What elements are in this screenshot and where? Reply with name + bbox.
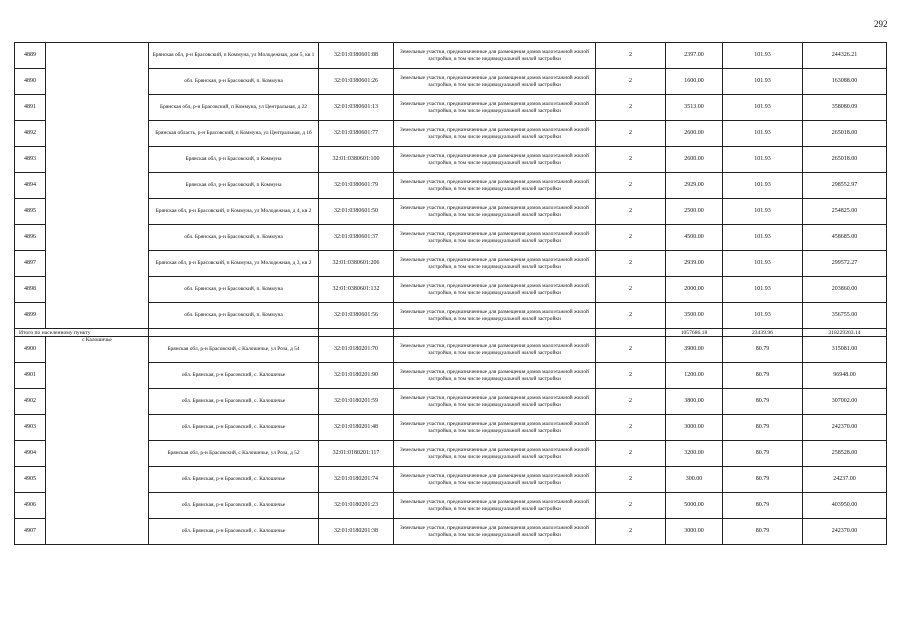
area-cell: 2000.00 bbox=[666, 277, 723, 303]
cadastral-number-cell: 32:01:0180201:38 bbox=[319, 519, 394, 545]
address-cell: обл. Брянская, р-н Брасовский, п. Коммуна bbox=[149, 303, 319, 329]
area-cell: 3200.00 bbox=[666, 441, 723, 467]
rate-cell: 101.93 bbox=[723, 95, 803, 121]
group-cell: 2 bbox=[596, 199, 666, 225]
subtotal-row bbox=[15, 329, 887, 337]
rate-cell: 80.79 bbox=[723, 519, 803, 545]
area-cell: 2929.00 bbox=[666, 173, 723, 199]
row-number: 4896 bbox=[15, 225, 46, 251]
row-number: 4897 bbox=[15, 251, 46, 277]
group-cell: 2 bbox=[596, 43, 666, 69]
cadastral-number-cell: 32:01:0180201:90 bbox=[319, 363, 394, 389]
area-cell: 4500.00 bbox=[666, 225, 723, 251]
value-cell: 265018.00 bbox=[803, 147, 887, 173]
address-cell: Брянская обл, р-н Брасовский, с Калошичье, ул Роза, д 54 bbox=[149, 337, 319, 363]
row-number: 4906 bbox=[15, 493, 46, 519]
value-cell: 242370.00 bbox=[803, 519, 887, 545]
land-use-cell: Земельные участки, предназначенные для размещения домов малоэтажной жилой застройки, в том числе индивидуальной жилой застройки bbox=[394, 467, 596, 493]
area-cell: 3800.00 bbox=[666, 389, 723, 415]
land-use-cell: Земельные участки, предназначенные для размещения домов малоэтажной жилой застройки, в том числе индивидуальной жилой застройки bbox=[394, 493, 596, 519]
value-cell: 458685.00 bbox=[803, 225, 887, 251]
cadastral-number-cell: 32:01:0380601:77 bbox=[319, 121, 394, 147]
cadastral-number-cell: 32:01:0180201:74 bbox=[319, 467, 394, 493]
address-cell: Брянская область, р-н Брасовский, п Коммуна, ул Центральная, д 1б bbox=[149, 121, 319, 147]
area-cell: 300.00 bbox=[666, 467, 723, 493]
address-cell: обл. Брянская, р-н Брасовский, с. Калошичье bbox=[149, 363, 319, 389]
group-cell: 2 bbox=[596, 225, 666, 251]
area-cell: 1200.00 bbox=[666, 363, 723, 389]
land-use-cell: Земельные участки, предназначенные для размещения домов малоэтажной жилой застройки, в том числе индивидуальной жилой застройки bbox=[394, 69, 596, 95]
value-cell: 258528.00 bbox=[803, 441, 887, 467]
rate-cell: 101.93 bbox=[723, 173, 803, 199]
cadastral-number-cell: 32:01:0380601:26 bbox=[319, 69, 394, 95]
row-number: 4891 bbox=[15, 95, 46, 121]
value-cell: 163088.00 bbox=[803, 69, 887, 95]
land-use-cell: Земельные участки, предназначенные для размещения домов малоэтажной жилой застройки, в том числе индивидуальной жилой застройки bbox=[394, 199, 596, 225]
cadastral-number-cell: 32:01:0180201:70 bbox=[319, 337, 394, 363]
address-cell: обл. Брянская, р-н Брасовский, с. Калошичье bbox=[149, 519, 319, 545]
rate-cell: 80.79 bbox=[723, 493, 803, 519]
settlement-cell: с Калошичье bbox=[46, 337, 149, 545]
rate-cell: 80.79 bbox=[723, 467, 803, 493]
rate-cell: 101.93 bbox=[723, 225, 803, 251]
area-cell: 2600.00 bbox=[666, 121, 723, 147]
value-cell: 242370.00 bbox=[803, 415, 887, 441]
cadastral-number-cell: 32:01:0380601:37 bbox=[319, 225, 394, 251]
row-number: 4893 bbox=[15, 147, 46, 173]
address-cell: обл. Брянская, р-н Брасовский, п. Коммуна bbox=[149, 277, 319, 303]
area-cell: 3000.00 bbox=[666, 519, 723, 545]
subtotal-rate: 23439.96 bbox=[723, 329, 803, 337]
rate-cell: 101.93 bbox=[723, 303, 803, 329]
rate-cell: 101.93 bbox=[723, 199, 803, 225]
address-cell: Брянская обл, р-н Брасовский, п Коммуна, ул Молодежная, дом 5, кв 1 bbox=[149, 43, 319, 69]
rate-cell: 80.79 bbox=[723, 337, 803, 363]
area-cell: 2397.00 bbox=[666, 43, 723, 69]
group-cell: 2 bbox=[596, 337, 666, 363]
table-row bbox=[15, 43, 887, 69]
land-use-cell: Земельные участки, предназначенные для размещения домов малоэтажной жилой застройки, в том числе индивидуальной жилой застройки bbox=[394, 277, 596, 303]
group-cell: 2 bbox=[596, 303, 666, 329]
area-cell: 2939.00 bbox=[666, 251, 723, 277]
subtotal-value: 318229203.14 bbox=[803, 329, 887, 337]
address-cell: Брянская обл, р-н Брасовский, п Коммуна, ул Центральная, д 22 bbox=[149, 95, 319, 121]
value-cell: 254825.00 bbox=[803, 199, 887, 225]
address-cell: обл. Брянская, р-н Брасовский, с. Калошичье bbox=[149, 415, 319, 441]
address-cell: Брянская обл, р-н Брасовский, с Калошичье, ул Роза, д 52 bbox=[149, 441, 319, 467]
cadastral-number-cell: 32:01:0380601:88 bbox=[319, 43, 394, 69]
group-cell: 2 bbox=[596, 277, 666, 303]
value-cell: 307002.00 bbox=[803, 389, 887, 415]
rate-cell: 101.93 bbox=[723, 147, 803, 173]
area-cell: 3900.00 bbox=[666, 337, 723, 363]
group-cell: 2 bbox=[596, 415, 666, 441]
value-cell: 24237.00 bbox=[803, 467, 887, 493]
subtotal-area: 1057686.18 bbox=[666, 329, 723, 337]
value-cell: 244326.21 bbox=[803, 43, 887, 69]
land-use-cell: Земельные участки, предназначенные для размещения домов малоэтажной жилой застройки, в том числе индивидуальной жилой застройки bbox=[394, 173, 596, 199]
land-use-cell: Земельные участки, предназначенные для размещения домов малоэтажной жилой застройки, в том числе индивидуальной жилой застройки bbox=[394, 95, 596, 121]
group-cell: 2 bbox=[596, 251, 666, 277]
address-cell: Брянская обл, р-н Брасовский, п Коммуна, ул Молодежная, д 4, кв 2 bbox=[149, 199, 319, 225]
address-cell: обл. Брянская, р-н Брасовский, с. Калошичье bbox=[149, 467, 319, 493]
area-cell: 5000.00 bbox=[666, 493, 723, 519]
address-cell: Брянская обл, р-н Брасовский, п Коммуна bbox=[149, 147, 319, 173]
row-number: 4903 bbox=[15, 415, 46, 441]
group-cell: 2 bbox=[596, 441, 666, 467]
land-use-cell: Земельные участки, предназначенные для размещения домов малоэтажной жилой застройки, в том числе индивидуальной жилой застройки bbox=[394, 389, 596, 415]
row-number: 4892 bbox=[15, 121, 46, 147]
group-cell: 2 bbox=[596, 519, 666, 545]
group-cell: 2 bbox=[596, 389, 666, 415]
land-use-cell: Земельные участки, предназначенные для размещения домов малоэтажной жилой застройки, в том числе индивидуальной жилой застройки bbox=[394, 147, 596, 173]
value-cell: 358080.09 bbox=[803, 95, 887, 121]
land-use-cell: Земельные участки, предназначенные для размещения домов малоэтажной жилой застройки, в том числе индивидуальной жилой застройки bbox=[394, 251, 596, 277]
table-section-b bbox=[15, 337, 887, 545]
row-number: 4907 bbox=[15, 519, 46, 545]
group-cell: 2 bbox=[596, 493, 666, 519]
value-cell: 403950.00 bbox=[803, 493, 887, 519]
row-number: 4895 bbox=[15, 199, 46, 225]
land-use-cell: Земельные участки, предназначенные для размещения домов малоэтажной жилой застройки, в том числе индивидуальной жилой застройки bbox=[394, 303, 596, 329]
land-use-cell: Земельные участки, предназначенные для размещения домов малоэтажной жилой застройки, в том числе индивидуальной жилой застройки bbox=[394, 43, 596, 69]
subtotal-label: Итого по населенному пункту bbox=[15, 329, 149, 337]
area-cell: 1600.00 bbox=[666, 69, 723, 95]
group-cell: 2 bbox=[596, 363, 666, 389]
rate-cell: 80.79 bbox=[723, 415, 803, 441]
cadastral-number-cell: 32:01:0180201:59 bbox=[319, 389, 394, 415]
row-number: 4900 bbox=[15, 337, 46, 363]
group-cell: 2 bbox=[596, 147, 666, 173]
rate-cell: 80.79 bbox=[723, 389, 803, 415]
rate-cell: 80.79 bbox=[723, 441, 803, 467]
row-number: 4899 bbox=[15, 303, 46, 329]
area-cell: 3513.00 bbox=[666, 95, 723, 121]
area-cell: 3500.00 bbox=[666, 303, 723, 329]
cadastral-number-cell: 32:01:0180201:48 bbox=[319, 415, 394, 441]
row-number: 4902 bbox=[15, 389, 46, 415]
area-cell: 3000.00 bbox=[666, 415, 723, 441]
group-cell: 2 bbox=[596, 121, 666, 147]
land-use-cell: Земельные участки, предназначенные для размещения домов малоэтажной жилой застройки, в том числе индивидуальной жилой застройки bbox=[394, 337, 596, 363]
area-cell: 2600.00 bbox=[666, 147, 723, 173]
value-cell: 203860.00 bbox=[803, 277, 887, 303]
cadastral-number-cell: 32:01:0380601:13 bbox=[319, 95, 394, 121]
land-use-cell: Земельные участки, предназначенные для размещения домов малоэтажной жилой застройки, в том числе индивидуальной жилой застройки bbox=[394, 519, 596, 545]
cadastral-number-cell: 32:01:0380601:132 bbox=[319, 277, 394, 303]
value-cell: 315081.00 bbox=[803, 337, 887, 363]
cadastral-value-table bbox=[14, 42, 887, 545]
group-cell: 2 bbox=[596, 467, 666, 493]
address-cell: обл. Брянская, р-н Брасовский, п. Коммуна bbox=[149, 69, 319, 95]
row-number: 4898 bbox=[15, 277, 46, 303]
cadastral-number-cell: 32:01:0380601:79 bbox=[319, 173, 394, 199]
land-use-cell: Земельные участки, предназначенные для размещения домов малоэтажной жилой застройки, в том числе индивидуальной жилой застройки bbox=[394, 121, 596, 147]
row-number: 4889 bbox=[15, 43, 46, 69]
group-cell: 2 bbox=[596, 69, 666, 95]
address-cell: обл. Брянская, р-н Брасовский, с. Калошичье bbox=[149, 389, 319, 415]
cadastral-number-cell: 32:01:0180201:117 bbox=[319, 441, 394, 467]
land-use-cell: Земельные участки, предназначенные для размещения домов малоэтажной жилой застройки, в том числе индивидуальной жилой застройки bbox=[394, 441, 596, 467]
land-use-cell: Земельные участки, предназначенные для размещения домов малоэтажной жилой застройки, в том числе индивидуальной жилой застройки bbox=[394, 225, 596, 251]
address-cell: Брянская обл, р-н Брасовский, п Коммуна bbox=[149, 173, 319, 199]
address-cell: Брянская обл, р-н Брасовский, п Коммуна, ул Молодежная, д 3, кв 2 bbox=[149, 251, 319, 277]
value-cell: 96948.00 bbox=[803, 363, 887, 389]
rate-cell: 80.79 bbox=[723, 363, 803, 389]
table-row bbox=[15, 337, 887, 363]
cadastral-number-cell: 32:01:0380601:50 bbox=[319, 199, 394, 225]
row-number: 4904 bbox=[15, 441, 46, 467]
area-cell: 2500.00 bbox=[666, 199, 723, 225]
rate-cell: 101.93 bbox=[723, 69, 803, 95]
rate-cell: 101.93 bbox=[723, 251, 803, 277]
settlement-cell bbox=[46, 43, 149, 329]
address-cell: обл. Брянская, р-н Брасовский, с. Калошичье bbox=[149, 493, 319, 519]
row-number: 4905 bbox=[15, 467, 46, 493]
value-cell: 298552.97 bbox=[803, 173, 887, 199]
rate-cell: 101.93 bbox=[723, 121, 803, 147]
cadastral-number-cell: 32:01:0380601:100 bbox=[319, 147, 394, 173]
group-cell: 2 bbox=[596, 173, 666, 199]
address-cell: обл. Брянская, р-н Брасовский, п. Коммуна bbox=[149, 225, 319, 251]
row-number: 4901 bbox=[15, 363, 46, 389]
value-cell: 299572.27 bbox=[803, 251, 887, 277]
cadastral-number-cell: 32:01:0180201:23 bbox=[319, 493, 394, 519]
table-section-a bbox=[15, 43, 887, 329]
land-use-cell: Земельные участки, предназначенные для размещения домов малоэтажной жилой застройки, в том числе индивидуальной жилой застройки bbox=[394, 363, 596, 389]
value-cell: 356755.00 bbox=[803, 303, 887, 329]
cadastral-number-cell: 32:01:0380601:56 bbox=[319, 303, 394, 329]
subtotal-section bbox=[15, 329, 887, 337]
land-use-cell: Земельные участки, предназначенные для размещения домов малоэтажной жилой застройки, в том числе индивидуальной жилой застройки bbox=[394, 415, 596, 441]
cadastral-number-cell: 32:01:0380601:206 bbox=[319, 251, 394, 277]
row-number: 4894 bbox=[15, 173, 46, 199]
rate-cell: 101.93 bbox=[723, 43, 803, 69]
group-cell: 2 bbox=[596, 95, 666, 121]
page-number: 292 bbox=[874, 19, 888, 29]
rate-cell: 101.93 bbox=[723, 277, 803, 303]
row-number: 4890 bbox=[15, 69, 46, 95]
value-cell: 265018.00 bbox=[803, 121, 887, 147]
